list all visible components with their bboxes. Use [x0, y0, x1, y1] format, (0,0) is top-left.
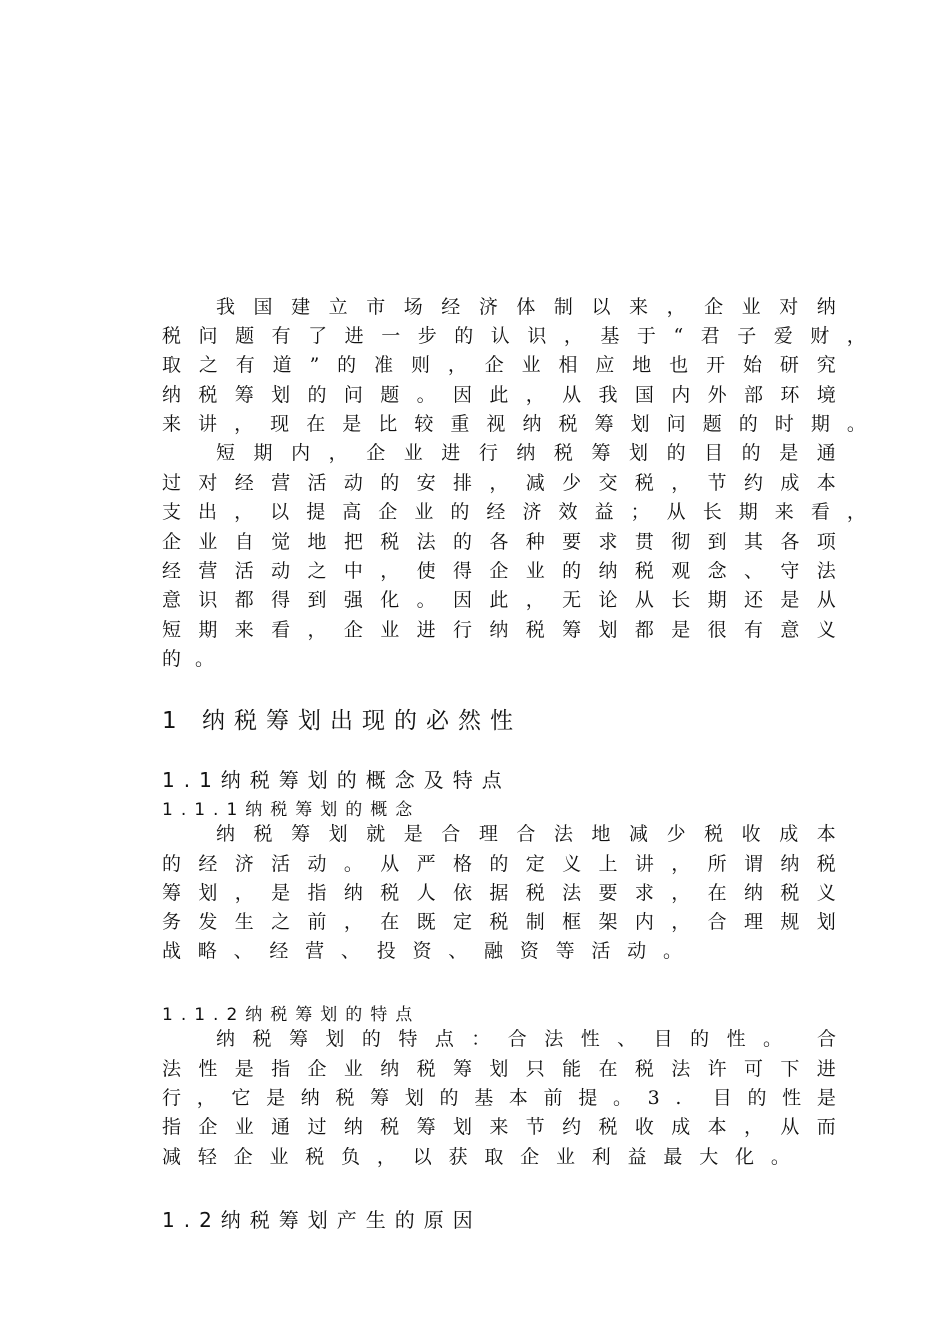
paragraph-3-line-2: 的 经 济 活 动 。 从 严 格 的 定 义 上 讲 ， 所 谓 纳 税 [162, 853, 836, 875]
section-heading-1-2: 1.2纳税筹划产生的原因 [162, 1208, 482, 1232]
paragraph-2-line-7: 短 期 来 看 ， 企 业 进 行 纳 税 筹 划 都 是 很 有 意 义 [162, 619, 836, 641]
section-heading-1-1-1: 1.1.1纳税筹划的概念 [162, 800, 421, 820]
paragraph-1-line-2: 税 问 题 有 了 进 一 步 的 认 识 ， 基 于 “ 君 子 爱 财 ， [162, 325, 866, 347]
paragraph-2-line-5: 经 营 活 动 之 中 ， 使 得 企 业 的 纳 税 观 念 、 守 法 [162, 560, 836, 582]
paragraph-4-line-2: 法 性 是 指 企 业 纳 税 筹 划 只 能 在 税 法 许 可 下 进 [162, 1058, 836, 1080]
paragraph-4-line-1: 纳 税 筹 划 的 特 点 ： 合 法 性 、 目 的 性 。 合 [216, 1028, 836, 1050]
paragraph-3-line-3: 筹 划 ， 是 指 纳 税 人 依 据 税 法 要 求 ， 在 纳 税 义 [162, 882, 836, 904]
paragraph-4-line-5: 减 轻 企 业 税 负 ， 以 获 取 企 业 利 益 最 大 化 。 [162, 1146, 790, 1168]
paragraph-1-line-1: 我 国 建 立 市 场 经 济 体 制 以 来 ， 企 业 对 纳 [216, 296, 836, 318]
paragraph-1-line-5: 来 讲 ， 现 在 是 比 较 重 视 纳 税 筹 划 问 题 的 时 期 。 [162, 413, 866, 435]
paragraph-2-line-8: 的 。 [162, 648, 214, 670]
paragraph-1-line-4: 纳 税 筹 划 的 问 题 。 因 此 ， 从 我 国 内 外 部 环 境 [162, 384, 836, 406]
section-heading-1: 1 纳税筹划出现的必然性 [162, 708, 522, 734]
paragraph-4-line-4: 指 企 业 通 过 纳 税 筹 划 来 节 约 税 收 成 本 ， 从 而 [162, 1116, 836, 1138]
paragraph-2-line-6: 意 识 都 得 到 强 化 。 因 此 ， 无 论 从 长 期 还 是 从 [162, 589, 836, 611]
paragraph-1-line-3: 取 之 有 道 ” 的 准 则 ， 企 业 相 应 地 也 开 始 研 究 [162, 354, 836, 376]
paragraph-2-line-4: 企 业 自 觉 地 把 税 法 的 各 种 要 求 贯 彻 到 其 各 项 [162, 531, 836, 553]
paragraph-2-line-1: 短 期 内 ， 企 业 进 行 纳 税 筹 划 的 目 的 是 通 [216, 442, 836, 464]
paragraph-2-line-2: 过 对 经 营 活 动 的 安 排 ， 减 少 交 税 ， 节 约 成 本 [162, 472, 836, 494]
paragraph-3-line-5: 战 略 、 经 营 、 投 资 、 融 资 等 活 动 。 [162, 940, 682, 962]
section-heading-1-1-2: 1.1.2纳税筹划的特点 [162, 1005, 421, 1025]
paragraph-2-line-3: 支 出 ， 以 提 高 企 业 的 经 济 效 益 ； 从 长 期 来 看 ， [162, 501, 866, 523]
paragraph-3-line-4: 务 发 生 之 前 ， 在 既 定 税 制 框 架 内 ， 合 理 规 划 [162, 911, 836, 933]
paragraph-4-line-3: 行 ， 它 是 纳 税 筹 划 的 基 本 前 提 。 3 . 目 的 性 是 [162, 1087, 836, 1109]
section-heading-1-1: 1.1纳税筹划的概念及特点 [162, 768, 511, 792]
paragraph-3-line-1: 纳 税 筹 划 就 是 合 理 合 法 地 减 少 税 收 成 本 [216, 823, 836, 845]
